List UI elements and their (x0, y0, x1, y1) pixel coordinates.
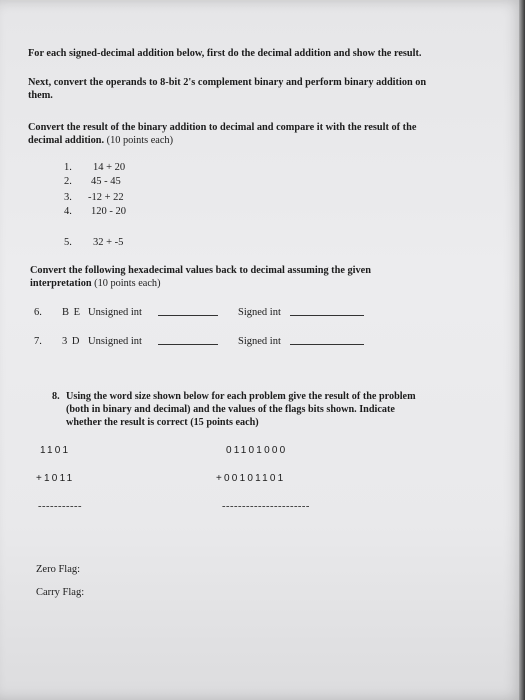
binary-top-operand: 1101 (40, 445, 71, 456)
header-line-1: For each signed-decimal addition below, first do the decimal addition and show the result. (28, 48, 422, 59)
hex-value: 3 D (62, 336, 81, 347)
convert-instruction-points: (10 points each) (106, 135, 174, 146)
hex-item-number: 6. (34, 307, 42, 318)
word-instruction-line-2: (both in binary and decimal) and the values of the flags bits shown. Indicate (66, 404, 395, 415)
binary-top-operand: 01101000 (226, 445, 288, 456)
problem-number: 4. (64, 206, 72, 217)
problem-expression: 32 + -5 (93, 237, 124, 248)
word-instruction-number: 8. (52, 391, 60, 402)
convert-instruction-line-1: Convert the result of the binary addition to decimal and compare it with the result of the (28, 122, 417, 133)
hex-instruction-line-1: Convert the following hexadecimal values back to decimal assuming the given (30, 265, 371, 276)
problem-number: 1. (64, 162, 72, 173)
unsigned-label: Unsigned int (88, 336, 142, 347)
carry-flag-label: Carry Flag: (36, 587, 85, 598)
word-instruction-line-3: whether the result is correct (15 points each) (66, 417, 259, 428)
hex-value: B E (62, 307, 82, 318)
problem-number: 5. (64, 237, 72, 248)
problem-number: 3. (64, 192, 72, 203)
binary-bottom-operand: +1011 (36, 473, 75, 484)
header-line-2: Next, convert the operands to 8-bit 2's complement binary and perform binary addition on (28, 77, 427, 88)
hex-instruction-points: (10 points each) (94, 278, 161, 289)
unsigned-answer-blank[interactable] (154, 335, 218, 349)
problem-expression: 14 + 20 (93, 162, 126, 173)
hex-item-number: 7. (34, 336, 42, 347)
convert-instruction-bold: decimal addition. (28, 135, 105, 146)
convert-instruction-line-2 (28, 134, 173, 147)
word-instruction-line-1: Using the word size shown below for each problem give the result of the problem (66, 391, 416, 402)
problem-expression: 45 - 45 (91, 176, 121, 187)
header-line-3: them. (28, 90, 53, 101)
zero-flag-label: Zero Flag: (36, 564, 81, 575)
page-edge-shadow (519, 0, 525, 700)
problem-expression: 120 - 20 (91, 206, 126, 217)
binary-sum-line: ----------- (38, 501, 82, 512)
problem-expression: -12 + 22 (88, 192, 124, 203)
binary-bottom-operand: +00101101 (216, 473, 286, 484)
hex-instruction-line-2 (30, 277, 161, 290)
binary-sum-line: ---------------------- (222, 501, 310, 512)
unsigned-answer-blank[interactable] (154, 306, 218, 320)
signed-label: Signed int (238, 307, 281, 318)
signed-answer-blank[interactable] (286, 335, 364, 349)
hex-instruction-bold: interpretation (30, 278, 92, 289)
unsigned-label: Unsigned int (88, 307, 142, 318)
signed-answer-blank[interactable] (286, 306, 364, 320)
signed-label: Signed int (238, 336, 281, 347)
problem-number: 2. (64, 176, 72, 187)
